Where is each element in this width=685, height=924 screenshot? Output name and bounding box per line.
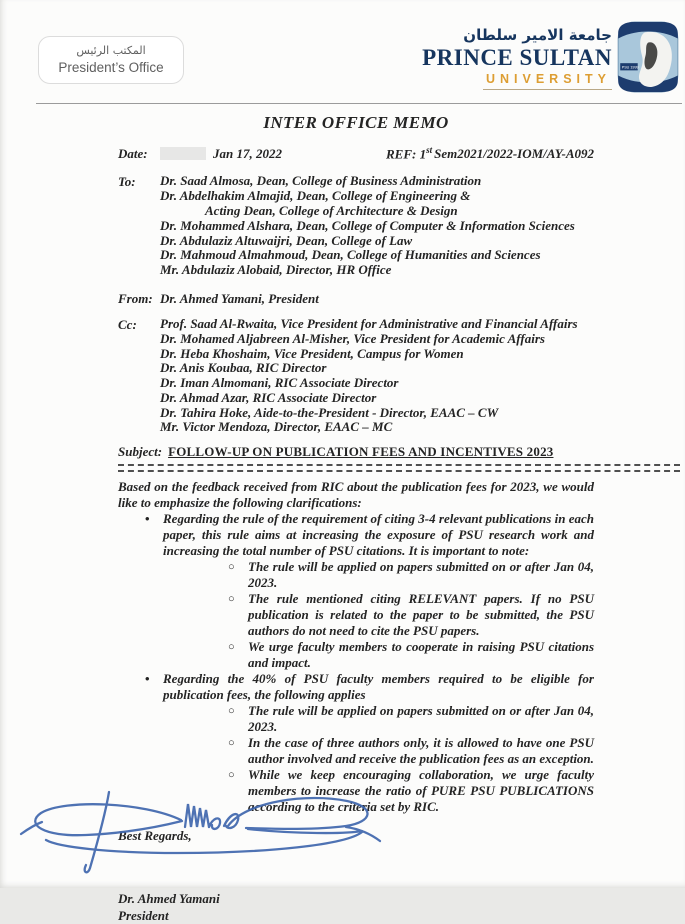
cc-label: Cc:	[118, 316, 137, 332]
sub-bullet-text: We urge faculty members to cooperate in raising PSU citations and impact.	[248, 639, 594, 671]
bullet-item	[118, 671, 594, 703]
subject-label: Subject:	[118, 444, 163, 460]
bullet-text: Regarding the rule of the requirement of citing 3-4 relevant publications in each paper, this rule aims at increasing the exposure of PSU research work and increasing the total number of PSU citations. It is important to note:	[163, 511, 594, 559]
sub-bullet-item	[118, 767, 594, 815]
cc-recipient-list	[160, 317, 594, 435]
bullet-item	[118, 511, 594, 559]
memo-title: INTER OFFICE MEMO	[263, 113, 449, 132]
ref-rest: Sem2021/2022-IOM/AY-A092	[434, 146, 594, 162]
cc-recipient: Dr. Anis Koubaa, RIC Director	[160, 360, 327, 376]
subject-block	[118, 444, 594, 460]
badge-english-text: President’s Office	[58, 60, 164, 75]
sub-bullet-item	[118, 703, 594, 735]
bullet-text: Regarding the 40% of PSU faculty members required to be eligible for publication fees, the following applies	[163, 671, 594, 703]
from-block	[118, 291, 594, 307]
header-divider-line	[36, 103, 682, 104]
date-label: Date:	[118, 146, 148, 162]
sub-bullet-item	[118, 735, 594, 767]
bullet-circle-icon: ○	[228, 705, 235, 718]
ref-num: 1	[419, 146, 427, 162]
to-recipient-list	[160, 174, 594, 278]
reference-number	[386, 145, 594, 162]
bullet-circle-icon: ○	[228, 593, 235, 606]
cc-recipient: Dr. Iman Almomani, RIC Associate Director	[160, 375, 399, 391]
to-label: To:	[118, 174, 136, 190]
subject-divider-line	[118, 464, 680, 472]
emblem-caption-text: PSU 1999	[621, 65, 639, 70]
to-recipient: Dr. Abdelhakim Almajid, Dean, College of Engineering &	[160, 188, 471, 204]
university-logo-text	[422, 25, 612, 90]
sub-bullet-text: The rule will be applied on papers submitted on or after Jan 04, 2023.	[248, 559, 594, 591]
ref-label: REF:	[386, 146, 417, 162]
presidents-office-badge	[38, 36, 184, 84]
date-value: Jan 17, 2022	[213, 146, 282, 162]
university-subtitle: UNIVERSITY	[483, 71, 612, 90]
cc-recipient: Dr. Ahmad Azar, RIC Associate Director	[160, 389, 377, 405]
signer-title: President	[118, 908, 169, 924]
university-logo	[422, 21, 679, 93]
to-recipient: Mr. Abdulaziz Alobaid, Director, HR Office	[160, 262, 392, 278]
date-redaction-box	[160, 147, 206, 160]
to-recipient: Dr. Abdulaziz Altuwaijri, Dean, College of Law	[160, 232, 413, 248]
bullet-circle-icon: ○	[228, 641, 235, 654]
bullet-circle-icon: ○	[228, 769, 235, 782]
signer-name: Dr. Ahmed Yamani	[118, 891, 220, 907]
subject-value: FOLLOW-UP ON PUBLICATION FEES AND INCENTIVES 2023	[168, 444, 554, 460]
from-value: Dr. Ahmed Yamani, President	[160, 290, 319, 306]
signer-block	[118, 890, 594, 924]
university-emblem-icon	[617, 21, 679, 93]
sub-bullet-item	[118, 559, 594, 591]
cc-recipient: Mr. Victor Mendoza, Director, EAAC – MC	[160, 419, 393, 435]
cc-recipient: Dr. Heba Khoshaim, Vice President, Campus for Women	[160, 345, 464, 361]
sub-bullet-item	[118, 591, 594, 639]
to-recipient: Dr. Mahmoud Almahmoud, Dean, College of Humanities and Sciences	[160, 247, 541, 263]
cc-block	[118, 317, 594, 435]
date-ref-row	[118, 145, 594, 162]
to-block	[118, 174, 594, 278]
bullet-disc-icon: •	[145, 511, 150, 527]
sub-bullet-item	[118, 639, 594, 671]
university-name-english: PRINCE SULTAN	[422, 44, 612, 70]
cc-recipient: Prof. Saad Al-Rwaita, Vice President for Administrative and Financial Affairs	[160, 315, 578, 331]
bullet-circle-icon: ○	[228, 737, 235, 750]
sub-bullet-text: In the case of three authors only, it is allowed to have one PSU author involved and receive the publication fees as an exception.	[248, 735, 594, 767]
to-recipient: Dr. Saad Almosa, Dean, College of Business Administration	[160, 173, 482, 189]
intro-paragraph: Based on the feedback received from RIC about the publication fees for 2023, we would like to emphasize the following clarifications:	[118, 479, 594, 511]
from-label: From:	[118, 290, 153, 306]
badge-arabic-text: المكتب الرئيس	[76, 44, 146, 57]
university-name-arabic: جامعة الامير سلطان	[463, 25, 612, 44]
sub-bullet-text: The rule mentioned citing RELEVANT papers. If no PSU publication is related to the paper to be submitted, the PSU authors do not need to cite the PSU papers.	[248, 591, 594, 639]
sub-bullet-text: While we keep encouraging collaboration, we urge faculty members to increase the ratio of PURE PSU PUBLICATIONS according to the criteria set by RIC.	[248, 767, 594, 815]
to-recipient: Acting Dean, College of Architecture & Design	[205, 202, 458, 218]
to-recipient: Dr. Mohammed Alshara, Dean, College of Computer & Information Sciences	[160, 217, 575, 233]
memo-content	[118, 108, 594, 924]
ref-ordinal-suffix: st	[426, 145, 433, 155]
bullet-circle-icon: ○	[228, 561, 235, 574]
cc-recipient: Dr. Tahira Hoke, Aide-to-the-President - Director, EAAC – CW	[160, 404, 499, 420]
bullet-disc-icon: •	[145, 671, 150, 687]
sub-bullet-text: The rule will be applied on papers submitted on or after Jan 04, 2023.	[248, 703, 594, 735]
closing-salutation: Best Regards,	[118, 828, 192, 844]
cc-recipient: Dr. Mohamed Aljabreen Al-Misher, Vice President for Academic Affairs	[160, 330, 545, 346]
